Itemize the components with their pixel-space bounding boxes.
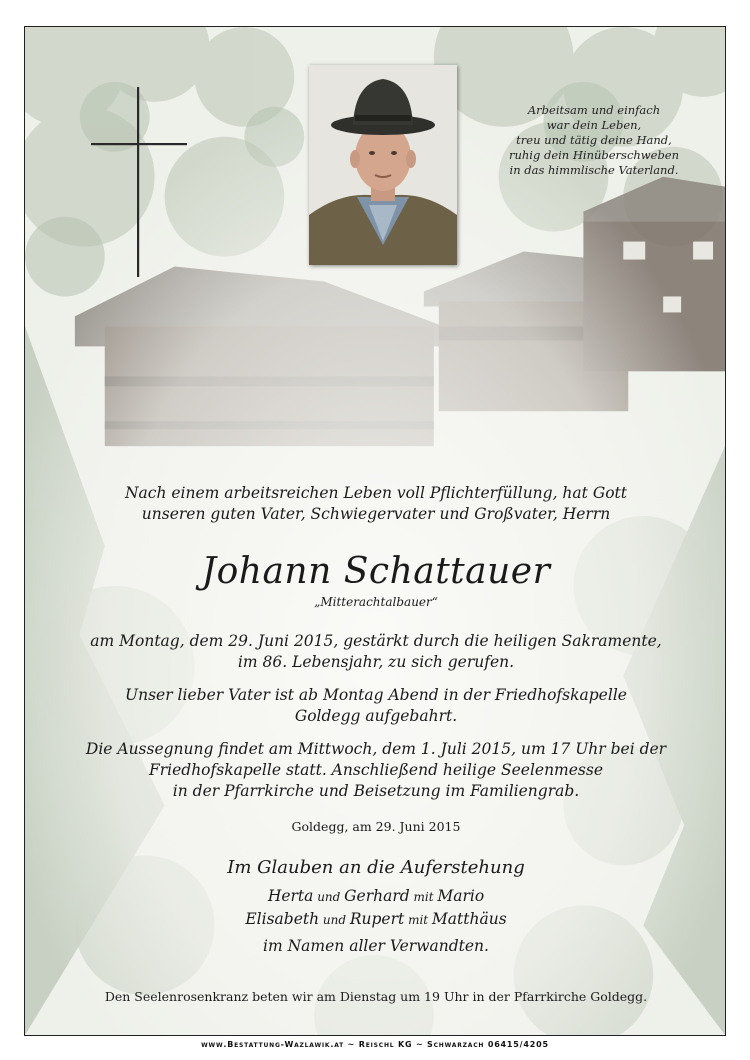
- paragraph-line: Die Aussegnung findet am Mittwoch, dem 1. Juli 2015, um 17 Uhr bei der: [85, 740, 667, 758]
- intro-line: unseren guten Vater, Schwiegervater und Großvater, Herrn: [141, 505, 611, 523]
- rosary-notice: Den Seelenrosenkranz beten wir am Dienstag um 19 Uhr in der Pfarrkirche Goldegg.: [104, 989, 648, 1004]
- family-member: Herta: [267, 887, 314, 905]
- deceased-name: Johann Schattauer: [201, 551, 551, 592]
- family-member: Mario: [437, 887, 485, 905]
- family-connector: mit: [404, 913, 432, 927]
- family-signatures: [25, 885, 726, 957]
- poem-line: in das himmlische Vaterland.: [509, 163, 679, 177]
- family-line: [25, 908, 726, 931]
- family-member: Gerhard: [344, 887, 410, 905]
- paragraph-line: im 86. Lebensjahr, zu sich gerufen.: [237, 653, 515, 671]
- intro-line: Nach einem arbeitsreichen Leben voll Pflichterfüllung, hat Gott: [124, 484, 627, 502]
- faith-line: Im Glauben an die Auferstehung: [227, 857, 525, 878]
- paragraph-line: in der Pfarrkirche und Beisetzung im Familiengrab.: [172, 782, 580, 800]
- poem-line: war dein Leben,: [546, 118, 642, 132]
- death-notice-paragraph: [25, 631, 726, 673]
- funeral-paragraph: [25, 739, 726, 802]
- paragraph-line: Unser lieber Vater ist ab Montag Abend in der Friedhofskapelle: [125, 686, 627, 704]
- family-connector: und: [319, 913, 350, 927]
- family-line: [25, 885, 726, 908]
- family-member: Rupert: [349, 910, 405, 928]
- poem-line: Arbeitsam und einfach: [527, 103, 661, 117]
- deceased-nickname: „Mitterachtalbauer“: [314, 595, 438, 609]
- paragraph-line: Goldegg aufgebahrt.: [294, 707, 458, 725]
- paragraph-line: am Montag, dem 29. Juni 2015, gestärkt durch die heiligen Sakramente,: [90, 632, 662, 650]
- family-member: Matthäus: [431, 910, 507, 928]
- poem-line: ruhig dein Hinüberschweben: [508, 148, 680, 162]
- family-member: Elisabeth: [245, 910, 320, 928]
- footer-imprint: www.Bestattung-Wazlawik.at ~ Reischl KG ~ Schwarzach 06415/4205: [201, 1040, 549, 1049]
- family-line: im Namen aller Verwandten.: [263, 937, 489, 955]
- poem-line: treu und tätig deine Hand,: [516, 133, 672, 147]
- paragraph-line: Friedhofskapelle statt. Anschließend heilige Seelenmesse: [148, 761, 604, 779]
- intro-text: [25, 483, 726, 525]
- poem: [465, 103, 723, 178]
- family-connector: und: [313, 890, 345, 904]
- lying-in-state-paragraph: [25, 685, 726, 727]
- cross-icon: [91, 87, 187, 277]
- family-connector: mit: [409, 890, 438, 904]
- portrait-photo: [309, 65, 457, 265]
- obituary-frame: [24, 26, 726, 1036]
- place-date: Goldegg, am 29. Juni 2015: [291, 819, 461, 834]
